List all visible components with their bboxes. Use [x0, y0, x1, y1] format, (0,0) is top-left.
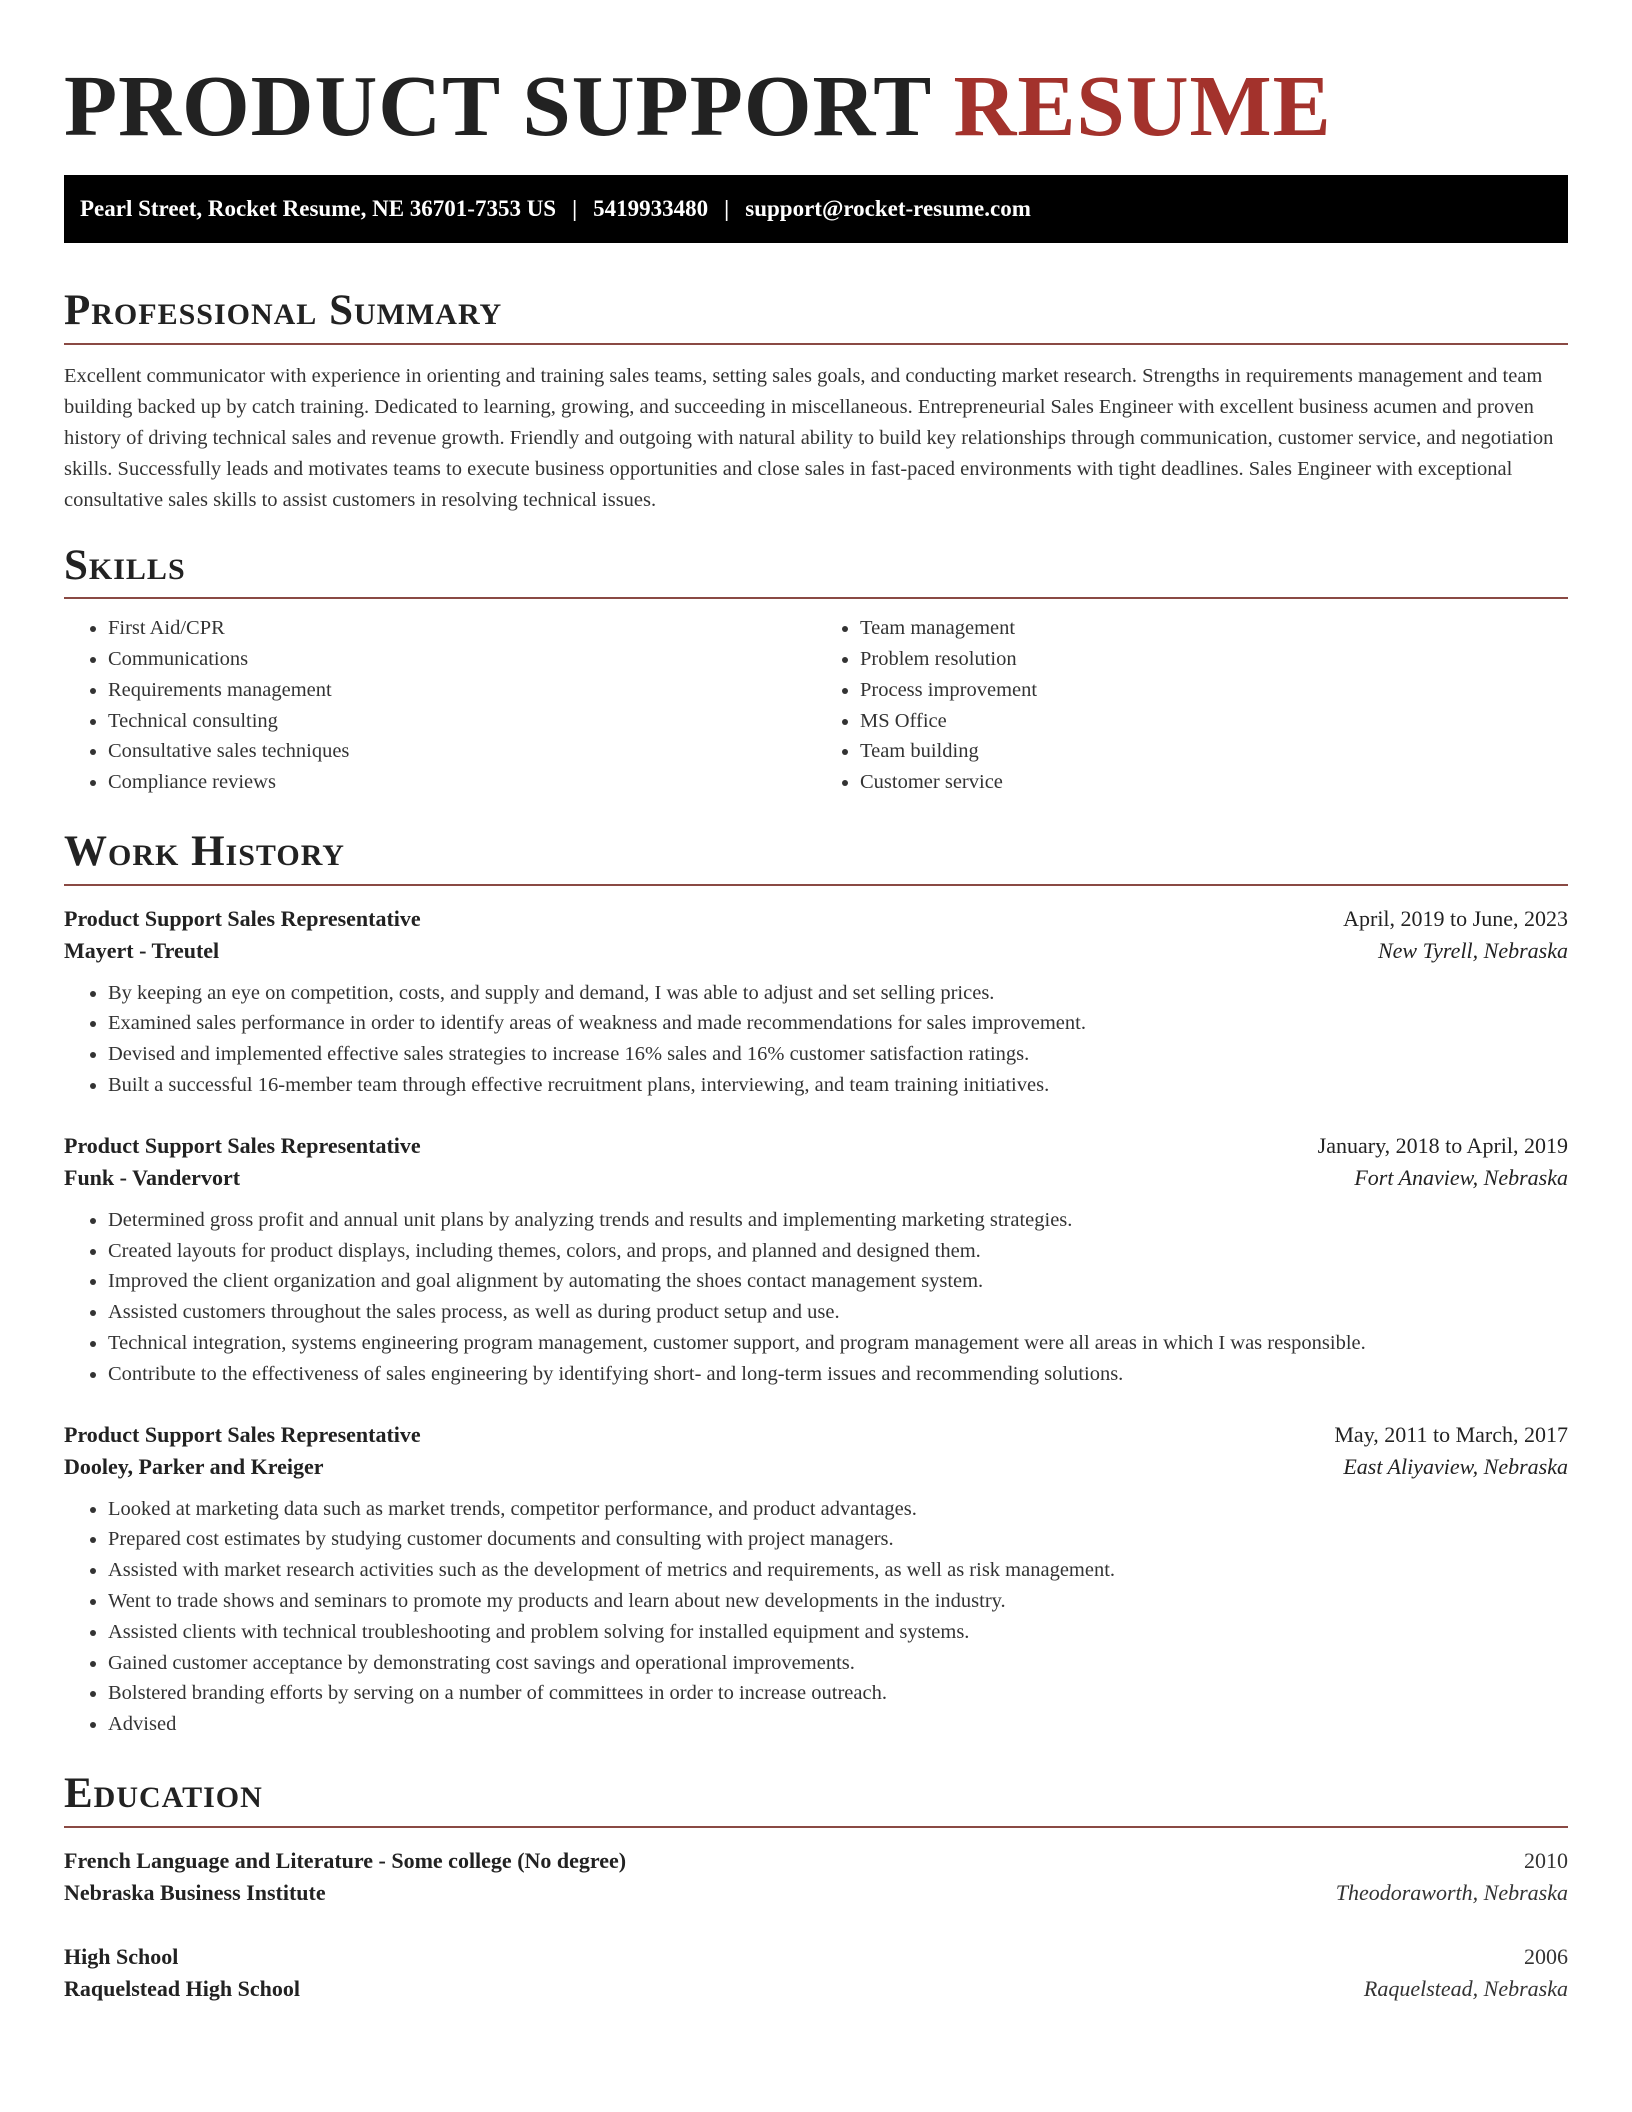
skills-heading: Skills [64, 540, 1568, 600]
job-bullet: • Technical integration, systems engineering program management, customer support, and program management were all areas in which I was responsible. [108, 1328, 1568, 1359]
skill-item: • Consultative sales techniques [108, 736, 816, 767]
education-degree: French Language and Literature - Some college (No degree) [64, 1847, 627, 1873]
job-location: Fort Anaview, Nebraska [1354, 1164, 1568, 1190]
skill-item: • Communications [108, 644, 816, 675]
education-degree-row [64, 1848, 1568, 1874]
skill-item: • Process improvement [860, 675, 1568, 706]
skills-section [64, 540, 1568, 798]
title-part-2: RESUME [953, 57, 1332, 154]
job-company: Dooley, Parker and Kreiger [64, 1453, 324, 1479]
job-company-row [64, 1454, 1568, 1480]
skills-right-list [816, 613, 1568, 798]
education-heading: Education [64, 1768, 1568, 1828]
education-degree-row [64, 1944, 1568, 1970]
job-entry [64, 1133, 1568, 1390]
job-title: Product Support Sales Representative [64, 1421, 421, 1447]
job-title: Product Support Sales Representative [64, 1132, 421, 1158]
contact-address: Pearl Street, Rocket Resume, NE 36701-7353 US [80, 196, 557, 221]
job-entry [64, 1422, 1568, 1740]
education-section [64, 1768, 1568, 2002]
job-company-row [64, 1165, 1568, 1191]
job-dates: May, 2011 to March, 2017 [1334, 1421, 1568, 1447]
education-year: 2010 [1524, 1847, 1568, 1873]
skill-item: • MS Office [860, 706, 1568, 737]
education-entry [64, 1944, 1568, 2002]
education-school-row [64, 1880, 1568, 1906]
education-school: Raquelstead High School [64, 1975, 300, 2001]
job-header-row [64, 1422, 1568, 1448]
education-school: Nebraska Business Institute [64, 1879, 326, 1905]
job-header-row [64, 1133, 1568, 1159]
job-company-row [64, 938, 1568, 964]
contact-separator: | [724, 196, 730, 221]
job-company: Mayert - Treutel [64, 937, 220, 963]
job-bullet: • Built a successful 16-member team through effective recruitment plans, interviewing, and team training initiatives. [108, 1070, 1568, 1101]
skill-item: • Team management [860, 613, 1568, 644]
job-location: East Aliyaview, Nebraska [1343, 1453, 1568, 1479]
job-bullets [64, 978, 1568, 1101]
skill-item: • Team building [860, 736, 1568, 767]
summary-heading: Professional Summary [64, 285, 1568, 345]
work-history-heading: Work History [64, 826, 1568, 886]
skill-item: • Requirements management [108, 675, 816, 706]
job-bullet: • Assisted clients with technical troubleshooting and problem solving for installed equipment and systems. [108, 1617, 1568, 1648]
skill-item: • Technical consulting [108, 706, 816, 737]
job-bullet: • Examined sales performance in order to identify areas of weakness and made recommendations for sales improvement. [108, 1008, 1568, 1039]
job-bullet: • Advised [108, 1709, 1568, 1740]
job-bullet: • Contribute to the effectiveness of sales engineering by identifying short- and long-term issues and recommending solutions. [108, 1359, 1568, 1390]
job-bullet: • Prepared cost estimates by studying customer documents and consulting with project managers. [108, 1524, 1568, 1555]
title-part-1: PRODUCT SUPPORT [64, 57, 931, 154]
job-dates: January, 2018 to April, 2019 [1317, 1132, 1568, 1158]
skills-left-list [64, 613, 816, 798]
job-title: Product Support Sales Representative [64, 905, 421, 931]
education-location: Raquelstead, Nebraska [1363, 1975, 1568, 2001]
contact-bar [64, 175, 1568, 243]
job-dates: April, 2019 to June, 2023 [1343, 905, 1568, 931]
job-bullet: • Bolstered branding efforts by serving on a number of committees in order to increase outreach. [108, 1678, 1568, 1709]
contact-phone: 5419933480 [593, 196, 709, 221]
job-bullet: • By keeping an eye on competition, costs, and supply and demand, I was able to adjust and set selling prices. [108, 978, 1568, 1009]
job-bullet: • Gained customer acceptance by demonstrating cost savings and operational improvements. [108, 1648, 1568, 1679]
job-bullets [64, 1494, 1568, 1740]
resume-title [64, 57, 1568, 154]
education-location: Theodoraworth, Nebraska [1335, 1879, 1568, 1905]
job-bullet: • Devised and implemented effective sales strategies to increase 16% sales and 16% customer satisfaction ratings. [108, 1039, 1568, 1070]
job-entry [64, 906, 1568, 1101]
summary-text: Excellent communicator with experience in orienting and training sales teams, setting sales goals, and conducting market research. Strengths in requirements management and team building backed up by catch training. Dedicated to learning, growing, and succeeding in miscellaneous. Entrepreneurial Sales Engineer with excellent business acumen and proven history of driving technical sales and revenue growth. Friendly and outgoing with natural ability to build key relationships through communication, customer service, and negotiation skills. Successfully leads and motivates teams to execute business opportunities and close sales in fast-paced environments with tight deadlines. Sales Engineer with exceptional consultative sales skills to assist customers in resolving technical issues. [64, 364, 1554, 511]
skill-item: • Customer service [860, 767, 1568, 798]
education-year: 2006 [1524, 1943, 1568, 1969]
work-history-section [64, 826, 1568, 1740]
contact-separator: | [572, 196, 578, 221]
job-bullet: • Assisted customers throughout the sales process, as well as during product setup and use. [108, 1297, 1568, 1328]
job-header-row [64, 906, 1568, 932]
skill-item: • First Aid/CPR [108, 613, 816, 644]
job-bullet: • Went to trade shows and seminars to promote my products and learn about new developments in the industry. [108, 1586, 1568, 1617]
job-bullets [64, 1205, 1568, 1390]
contact-email: support@rocket-resume.com [745, 196, 1031, 221]
job-bullet: • Improved the client organization and goal alignment by automating the shoes contact management system. [108, 1266, 1568, 1297]
education-entry [64, 1848, 1568, 1906]
job-bullet: • Looked at marketing data such as market trends, competitor performance, and product advantages. [108, 1494, 1568, 1525]
job-bullet: • Created layouts for product displays, including themes, colors, and props, and planned and designed them. [108, 1236, 1568, 1267]
skill-item: • Compliance reviews [108, 767, 816, 798]
skill-item: • Problem resolution [860, 644, 1568, 675]
job-location: New Tyrell, Nebraska [1377, 937, 1568, 963]
job-bullet: • Assisted with market research activities such as the development of metrics and requirements, as well as risk management. [108, 1555, 1568, 1586]
job-company: Funk - Vandervort [64, 1164, 241, 1190]
skills-columns [64, 613, 1568, 798]
education-school-row [64, 1976, 1568, 2002]
education-degree: High School [64, 1943, 179, 1969]
job-bullet: • Determined gross profit and annual unit plans by analyzing trends and results and implementing marketing strategies. [108, 1205, 1568, 1236]
summary-section [64, 285, 1568, 516]
